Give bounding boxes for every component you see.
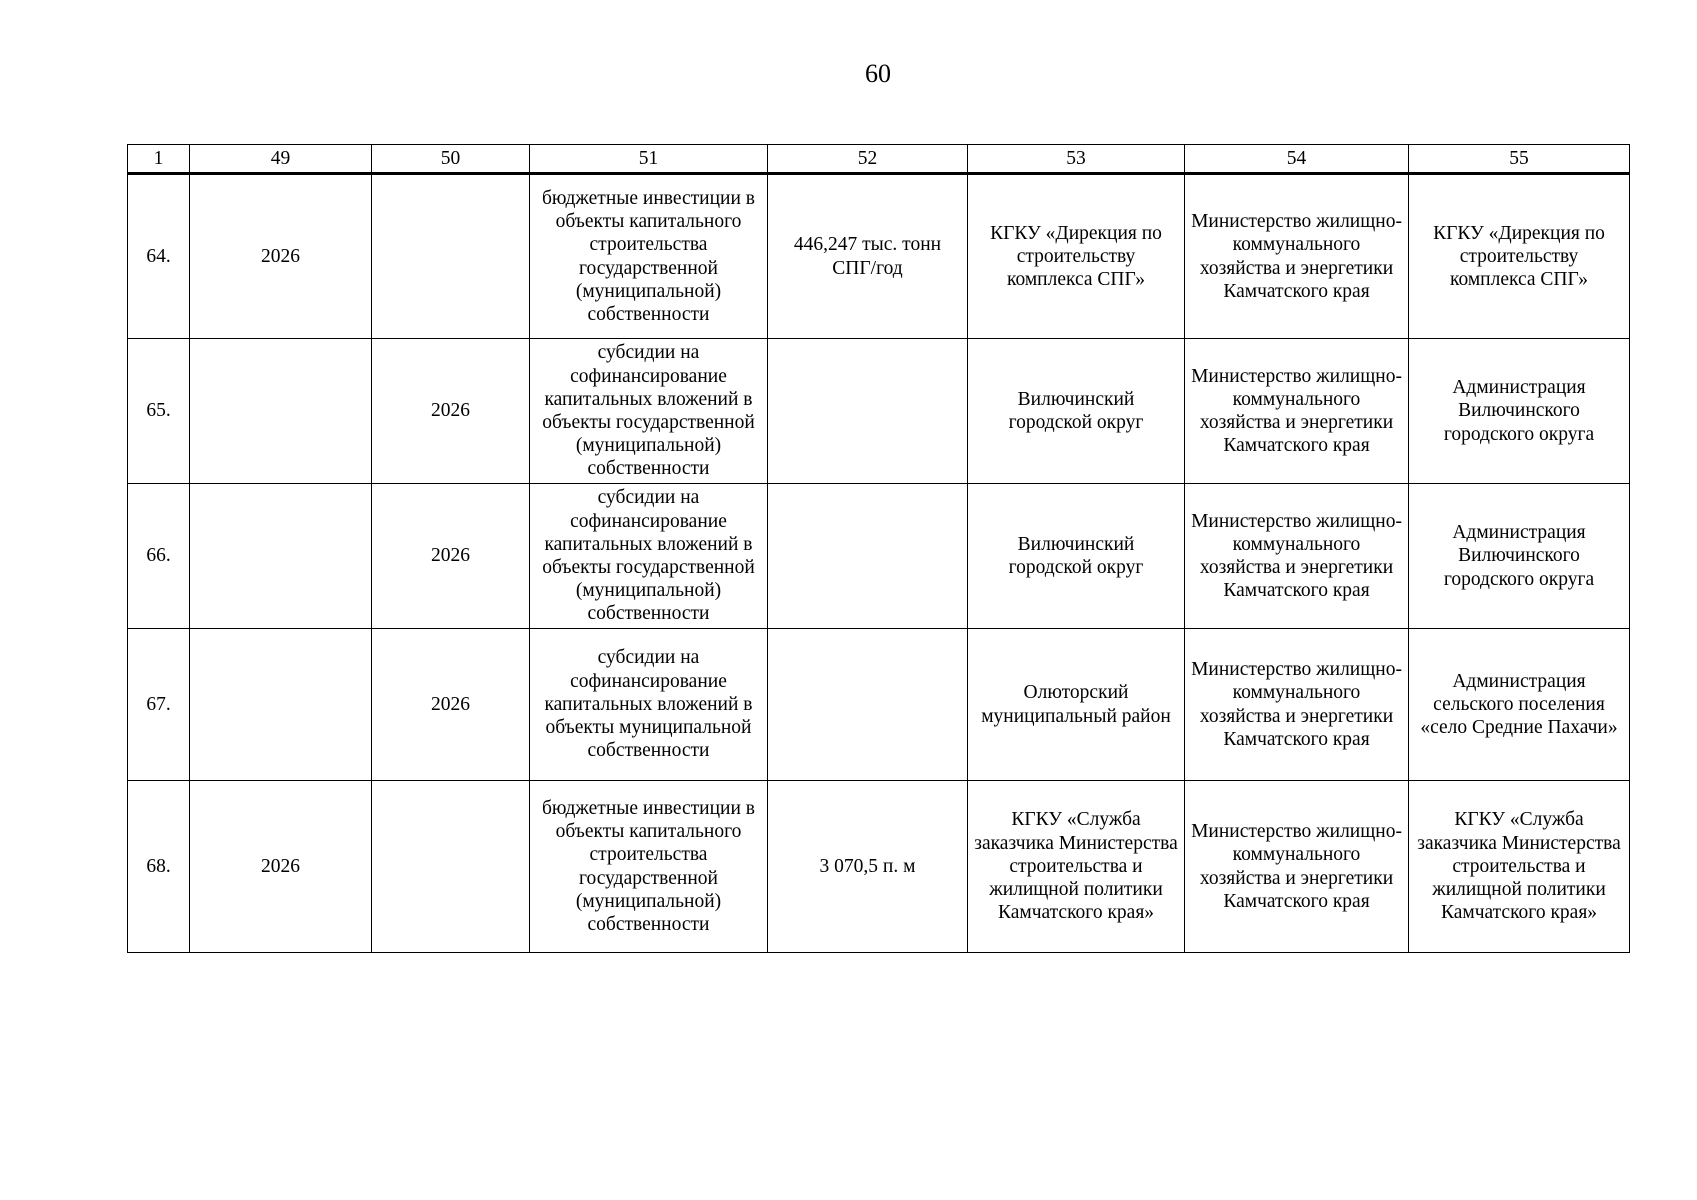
col51-value: бюджетные инвестиции в объекты капитального строительства государственной (муниципальной) собственности xyxy=(542,797,755,935)
col50-cell xyxy=(372,174,530,339)
row-number: 67. xyxy=(146,693,171,715)
col52-value: 446,247 тыс. тонн СПГ/год xyxy=(793,234,942,279)
col54-cell xyxy=(1185,629,1409,781)
column-header-49: 49 xyxy=(190,145,372,174)
table-row xyxy=(128,629,1630,781)
col55-cell xyxy=(1409,484,1630,629)
row-number: 65. xyxy=(146,400,171,422)
col52-cell xyxy=(768,629,968,781)
col54-value: Министерство жилищно- коммунального хозяйства и энергетики Камчатского края xyxy=(1191,821,1402,912)
col53-value: КГКУ «Дирекция по строительству комплекса СПГ» xyxy=(990,222,1162,291)
column-header-53: 53 xyxy=(968,145,1185,174)
col54-value: Министерство жилищно- коммунального хозяйства и энергетики Камчатского края xyxy=(1191,510,1402,602)
col55-cell xyxy=(1409,339,1630,484)
col49-value: 2026 xyxy=(261,245,300,267)
table-header-row xyxy=(128,145,1630,174)
table-row xyxy=(128,339,1630,484)
column-header-1: 1 xyxy=(128,145,190,174)
col55-value: КГКУ «Служба заказчика Министерства строительства и жилищной политики Камчатского края» xyxy=(1417,809,1621,924)
col52-value: 3 070,5 п. м xyxy=(819,855,916,877)
col53-cell xyxy=(968,484,1185,629)
col55-value: КГКУ «Дирекция по строительству комплекса СПГ» xyxy=(1433,222,1605,291)
table-row xyxy=(128,174,1630,339)
col51-value: субсидии на софинансирование капитальных вложений в объекты государственной (муниципальной) собственности xyxy=(542,342,755,480)
col50-value: 2026 xyxy=(431,545,470,567)
col54-value: Министерство жилищно- коммунального хозяйства и энергетики Камчатского края xyxy=(1191,365,1402,457)
col53-value: Вилючинский городской округ xyxy=(1008,533,1144,578)
row-number-cell xyxy=(128,174,190,339)
col51-value: бюджетные инвестиции в объекты капитального строительства государственной (муниципальной) собственности xyxy=(542,187,755,325)
col54-cell xyxy=(1185,174,1409,339)
col55-cell xyxy=(1409,174,1630,339)
col49-cell xyxy=(190,174,372,339)
row-number: 68. xyxy=(146,855,171,877)
col50-cell xyxy=(372,629,530,781)
col49-cell xyxy=(190,484,372,629)
col51-cell xyxy=(530,174,768,339)
col52-cell xyxy=(768,781,968,953)
col55-cell xyxy=(1409,781,1630,953)
col51-cell xyxy=(530,484,768,629)
col51-cell xyxy=(530,339,768,484)
col49-value: 2026 xyxy=(261,855,300,877)
col51-value: субсидии на софинансирование капитальных вложений в объекты государственной (муниципальной) собственности xyxy=(542,487,755,625)
row-number: 66. xyxy=(146,545,171,567)
col49-cell xyxy=(190,339,372,484)
col53-value: Олюторский муниципальный район xyxy=(981,682,1171,727)
column-header-55: 55 xyxy=(1409,145,1630,174)
row-number-cell xyxy=(128,339,190,484)
col53-value: Вилючинский городской округ xyxy=(1008,388,1144,433)
col55-value: Администрация сельского поселения «село Средние Пахачи» xyxy=(1420,670,1618,739)
col53-cell xyxy=(968,629,1185,781)
column-header-51: 51 xyxy=(530,145,768,174)
table-row xyxy=(128,781,1630,953)
col51-value: субсидии на софинансирование капитальных вложений в объекты муниципальной собственности xyxy=(544,647,753,762)
row-number-cell xyxy=(128,781,190,953)
col49-cell xyxy=(190,781,372,953)
col53-value: КГКУ «Служба заказчика Министерства строительства и жилищной политики Камчатского края» xyxy=(974,809,1178,924)
col50-value: 2026 xyxy=(431,400,470,422)
col50-cell xyxy=(372,484,530,629)
col50-cell xyxy=(372,339,530,484)
col55-cell xyxy=(1409,629,1630,781)
col55-value: Администрация Вилючинского городского округа xyxy=(1443,377,1595,445)
col51-cell xyxy=(530,781,768,953)
col49-cell xyxy=(190,629,372,781)
table-row xyxy=(128,484,1630,629)
col53-cell xyxy=(968,781,1185,953)
col53-cell xyxy=(968,174,1185,339)
col54-cell xyxy=(1185,339,1409,484)
row-number-cell xyxy=(128,629,190,781)
col54-cell xyxy=(1185,781,1409,953)
col54-value: Министерство жилищно- коммунального хозяйства и энергетики Камчатского края xyxy=(1191,211,1402,302)
column-header-54: 54 xyxy=(1185,145,1409,174)
col50-cell xyxy=(372,781,530,953)
row-number-cell xyxy=(128,484,190,629)
column-header-52: 52 xyxy=(768,145,968,174)
page-number: 60 xyxy=(865,59,891,88)
col55-value: Администрация Вилючинского городского округа xyxy=(1443,522,1595,590)
col52-cell xyxy=(768,484,968,629)
col54-cell xyxy=(1185,484,1409,629)
col51-cell xyxy=(530,629,768,781)
column-header-50: 50 xyxy=(372,145,530,174)
col54-value: Министерство жилищно- коммунального хозяйства и энергетики Камчатского края xyxy=(1191,659,1402,750)
data-table xyxy=(127,144,1630,953)
row-number: 64. xyxy=(146,245,171,267)
col52-cell xyxy=(768,339,968,484)
col50-value: 2026 xyxy=(431,693,470,715)
col52-cell xyxy=(768,174,968,339)
col53-cell xyxy=(968,339,1185,484)
